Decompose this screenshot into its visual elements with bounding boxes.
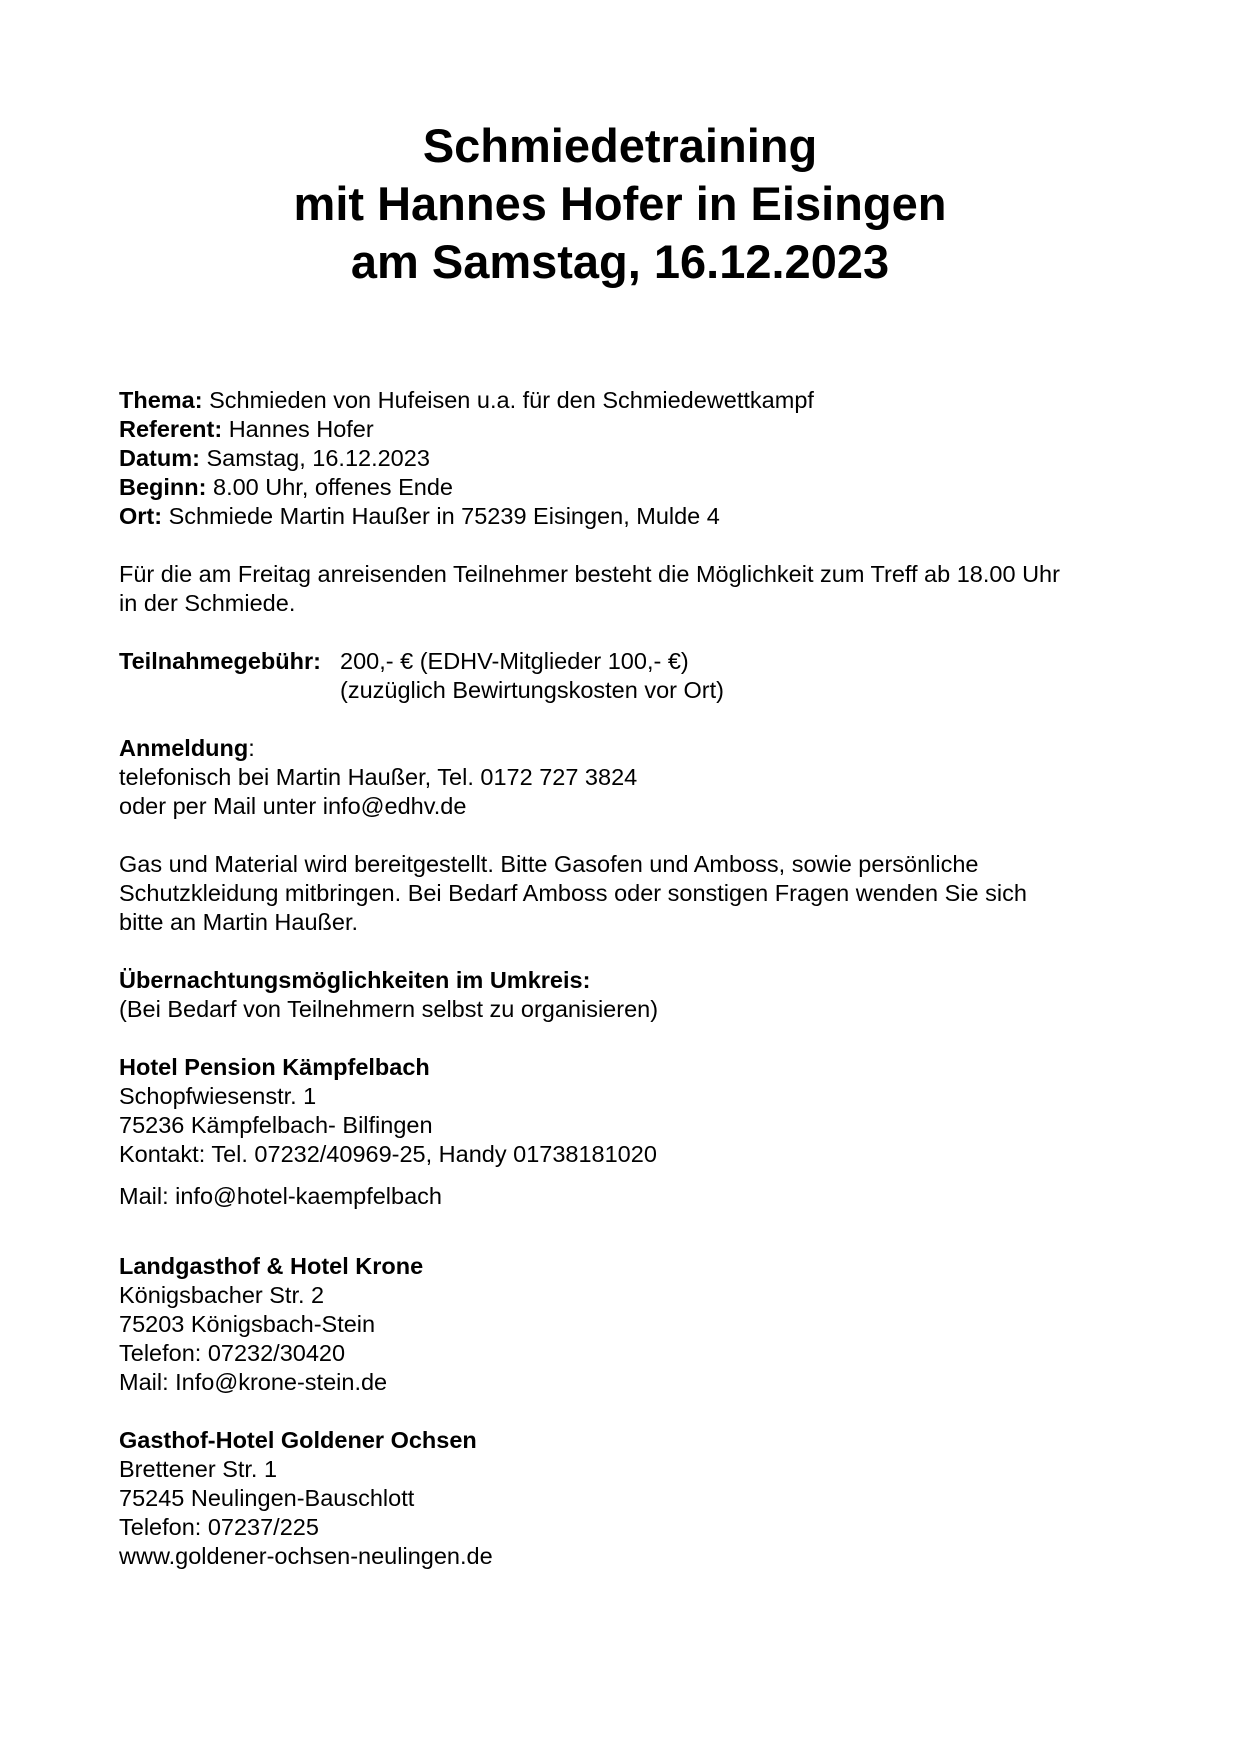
- hotel-2-street: Königsbacher Str. 2: [119, 1282, 325, 1308]
- registration-heading: [119, 734, 1129, 763]
- ort-value: Schmiede Martin Haußer in 75239 Eisingen, Mulde 4: [168, 503, 720, 529]
- fee-label: Teilnahmegebühr:: [119, 648, 321, 674]
- accommodation-heading: Übernachtungsmöglichkeiten im Umkreis:: [119, 967, 591, 993]
- detail-referent: [119, 415, 1129, 444]
- detail-beginn: [119, 473, 1129, 502]
- notes-line-1: Gas und Material wird bereitgestellt. Bitte Gasofen und Amboss, sowie persönliche: [119, 851, 979, 877]
- registration-phone: telefonisch bei Martin Haußer, Tel. 0172 727 3824: [119, 764, 638, 790]
- notes-line-3: bitte an Martin Haußer.: [119, 909, 359, 935]
- fee-block: [119, 647, 1129, 705]
- referent-value: Hannes Hofer: [228, 416, 374, 442]
- arrival-line-2: in der Schmiede.: [119, 590, 296, 616]
- fee-line-2: (zuzüglich Bewirtungskosten vor Ort): [340, 677, 724, 703]
- hotel-2-mail: Mail: Info@krone-stein.de: [119, 1369, 388, 1395]
- detail-thema: [119, 386, 1129, 415]
- hotel-3-street: Brettener Str. 1: [119, 1456, 278, 1482]
- datum-label: Datum:: [119, 445, 200, 471]
- page-title: [0, 117, 1240, 291]
- detail-datum: [119, 444, 1129, 473]
- referent-label: Referent:: [119, 416, 223, 442]
- datum-value: Samstag, 16.12.2023: [206, 445, 430, 471]
- title-line-1: Schmiedetraining: [422, 119, 818, 172]
- registration-label: Anmeldung: [119, 735, 249, 761]
- beginn-label: Beginn:: [119, 474, 207, 500]
- beginn-value: 8.00 Uhr, offenes Ende: [213, 474, 453, 500]
- hotel-2-city: 75203 Königsbach-Stein: [119, 1311, 376, 1337]
- hotel-1-contact: Kontakt: Tel. 07232/40969-25, Handy 01738181020: [119, 1141, 657, 1167]
- hotel-3-phone: Telefon: 07237/225: [119, 1514, 319, 1540]
- registration-colon: :: [248, 735, 255, 761]
- ort-label: Ort:: [119, 503, 163, 529]
- hotel-2-name: Landgasthof & Hotel Krone: [119, 1253, 424, 1279]
- hotel-2-phone: Telefon: 07232/30420: [119, 1340, 346, 1366]
- thema-value: Schmieden von Hufeisen u.a. für den Schmiedewettkampf: [209, 387, 814, 413]
- registration-mail: oder per Mail unter info@edhv.de: [119, 793, 467, 819]
- title-line-2: mit Hannes Hofer in Eisingen: [293, 177, 947, 230]
- hotel-3-name: Gasthof-Hotel Goldener Ochsen: [119, 1427, 477, 1453]
- title-line-3: am Samstag, 16.12.2023: [350, 235, 890, 288]
- hotel-1-name: Hotel Pension Kämpfelbach: [119, 1054, 430, 1080]
- arrival-line-1: Für die am Freitag anreisenden Teilnehmer besteht die Möglichkeit zum Treff ab 18.00 Uhr: [119, 561, 1060, 587]
- document-body: [119, 386, 1129, 1571]
- detail-ort: [119, 502, 1129, 531]
- fee-line-1: 200,- € (EDHV-Mitglieder 100,- €): [340, 648, 689, 674]
- hotel-3-website: www.goldener-ochsen-neulingen.de: [119, 1543, 493, 1569]
- accommodation-subheading: (Bei Bedarf von Teilnehmern selbst zu organisieren): [119, 996, 659, 1022]
- hotel-1-city: 75236 Kämpfelbach- Bilfingen: [119, 1112, 433, 1138]
- hotel-1-mail: Mail: info@hotel-kaempfelbach: [119, 1183, 442, 1209]
- notes-line-2: Schutzkleidung mitbringen. Bei Bedarf Amboss oder sonstigen Fragen wenden Sie sich: [119, 880, 1027, 906]
- hotel-1-street: Schopfwiesenstr. 1: [119, 1083, 317, 1109]
- thema-label: Thema:: [119, 387, 203, 413]
- hotel-3-city: 75245 Neulingen-Bauschlott: [119, 1485, 415, 1511]
